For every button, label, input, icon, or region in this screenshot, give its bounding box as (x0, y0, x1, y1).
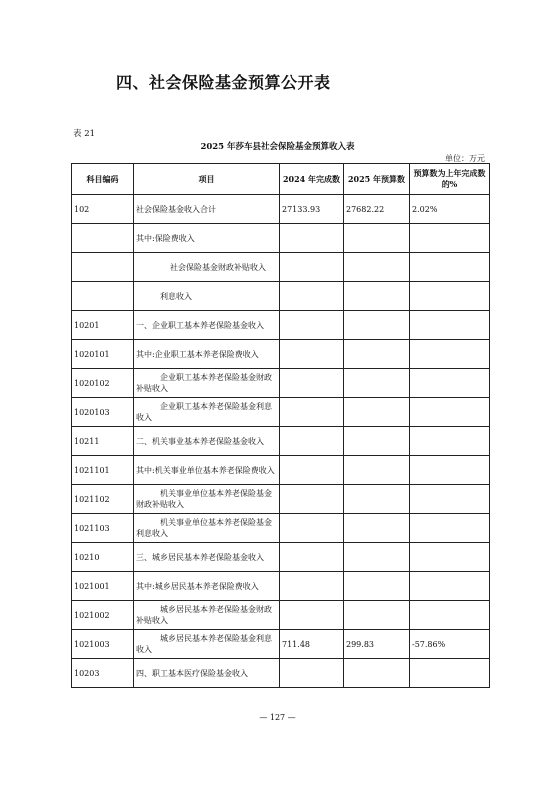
code-cell (72, 282, 134, 311)
code-cell: 1021001 (72, 572, 134, 601)
actual-2024-cell (280, 659, 344, 688)
ratio-cell (410, 253, 490, 282)
item-cell: 城乡居民基本养老保险基金利息收入 (134, 630, 280, 659)
actual-2024-cell (280, 340, 344, 369)
actual-2024-cell (280, 543, 344, 572)
actual-2024-cell: 27133.93 (280, 195, 344, 224)
budget-2025-cell (344, 514, 410, 543)
ratio-cell (410, 601, 490, 630)
table-row (72, 427, 490, 456)
item-cell: 机关事业单位基本养老保险基金利息收入 (134, 514, 280, 543)
budget-2025-cell (344, 601, 410, 630)
budget-2025-cell (344, 572, 410, 601)
header-code: 科目编码 (72, 164, 134, 195)
table-row (72, 514, 490, 543)
actual-2024-cell (280, 427, 344, 456)
actual-2024-cell (280, 253, 344, 282)
item-cell: 城乡居民基本养老保险基金财政补贴收入 (134, 601, 280, 630)
item-cell: 企业职工基本养老保险基金利息收入 (134, 398, 280, 427)
table-row (72, 282, 490, 311)
code-cell: 10201 (72, 311, 134, 340)
table-row (72, 543, 490, 572)
code-cell: 10210 (72, 543, 134, 572)
budget-2025-cell: 27682.22 (344, 195, 410, 224)
code-cell (72, 224, 134, 253)
section-heading: 四、社会保险基金预算公开表 (116, 73, 331, 92)
item-cell: 三、城乡居民基本养老保险基金收入 (134, 543, 280, 572)
table-header-row (72, 164, 490, 195)
budget-table (71, 163, 490, 688)
budget-2025-cell (344, 253, 410, 282)
code-cell: 1021003 (72, 630, 134, 659)
budget-2025-cell (344, 659, 410, 688)
item-cell: 其中:机关事业单位基本养老保险费收入 (134, 456, 280, 485)
table-row (72, 456, 490, 485)
item-cell: 其中:保险费收入 (134, 224, 280, 253)
item-cell: 利息收入 (134, 282, 280, 311)
actual-2024-cell (280, 601, 344, 630)
code-cell: 1020102 (72, 369, 134, 398)
code-cell: 1021102 (72, 485, 134, 514)
code-cell: 1021103 (72, 514, 134, 543)
actual-2024-cell (280, 398, 344, 427)
item-cell: 其中:城乡居民基本养老保险费收入 (134, 572, 280, 601)
table-row (72, 572, 490, 601)
budget-2025-cell: 299.83 (344, 630, 410, 659)
ratio-cell (410, 572, 490, 601)
actual-2024-cell: 711.48 (280, 630, 344, 659)
ratio-cell (410, 224, 490, 253)
actual-2024-cell (280, 456, 344, 485)
unit-label: 单位：万元 (445, 154, 485, 163)
table-row (72, 601, 490, 630)
table-row (72, 340, 490, 369)
table-row (72, 398, 490, 427)
actual-2024-cell (280, 311, 344, 340)
header-2025-budget: 2025 年预算数 (344, 164, 410, 195)
budget-2025-cell (344, 282, 410, 311)
code-cell: 10203 (72, 659, 134, 688)
table-row (72, 311, 490, 340)
budget-2025-cell (344, 311, 410, 340)
code-cell: 1021002 (72, 601, 134, 630)
code-cell: 10211 (72, 427, 134, 456)
budget-2025-cell (344, 224, 410, 253)
item-cell: 企业职工基本养老保险基金财政补贴收入 (134, 369, 280, 398)
table-row (72, 224, 490, 253)
header-ratio-percent: 预算数为上年完成数的% (410, 164, 490, 195)
actual-2024-cell (280, 572, 344, 601)
actual-2024-cell (280, 369, 344, 398)
item-cell: 社会保险基金财政补贴收入 (134, 253, 280, 282)
actual-2024-cell (280, 514, 344, 543)
code-cell: 1020101 (72, 340, 134, 369)
table-row (72, 485, 490, 514)
budget-2025-cell (344, 485, 410, 514)
ratio-cell (410, 340, 490, 369)
code-cell (72, 253, 134, 282)
ratio-cell (410, 282, 490, 311)
ratio-cell (410, 485, 490, 514)
item-cell: 社会保险基金收入合计 (134, 195, 280, 224)
budget-2025-cell (344, 369, 410, 398)
ratio-cell (410, 659, 490, 688)
table-title: 2025 年莎车县社会保险基金预算收入表 (200, 142, 355, 152)
budget-2025-cell (344, 398, 410, 427)
item-cell: 四、职工基本医疗保险基金收入 (134, 659, 280, 688)
ratio-cell (410, 543, 490, 572)
table-row (72, 659, 490, 688)
table-row (72, 630, 490, 659)
item-cell: 二、机关事业基本养老保险基金收入 (134, 427, 280, 456)
code-cell: 1021101 (72, 456, 134, 485)
actual-2024-cell (280, 224, 344, 253)
ratio-cell (410, 514, 490, 543)
header-2024-actual: 2024 年完成数 (280, 164, 344, 195)
budget-2025-cell (344, 340, 410, 369)
item-cell: 机关事业单位基本养老保险基金财政补贴收入 (134, 485, 280, 514)
item-cell: 一、企业职工基本养老保险基金收入 (134, 311, 280, 340)
header-item: 项目 (134, 164, 280, 195)
ratio-cell (410, 398, 490, 427)
table-row (72, 253, 490, 282)
code-cell: 1020103 (72, 398, 134, 427)
ratio-cell (410, 311, 490, 340)
code-cell: 102 (72, 195, 134, 224)
table-row (72, 369, 490, 398)
page-number: — 127 — (259, 713, 296, 722)
actual-2024-cell (280, 485, 344, 514)
ratio-cell (410, 456, 490, 485)
budget-2025-cell (344, 543, 410, 572)
actual-2024-cell (280, 282, 344, 311)
budget-2025-cell (344, 427, 410, 456)
ratio-cell: 2.02% (410, 195, 490, 224)
ratio-cell: -57.86% (410, 630, 490, 659)
ratio-cell (410, 369, 490, 398)
budget-2025-cell (344, 456, 410, 485)
item-cell: 其中:企业职工基本养老保险费收入 (134, 340, 280, 369)
table-number: 表 21 (73, 129, 96, 139)
table-row (72, 195, 490, 224)
ratio-cell (410, 427, 490, 456)
